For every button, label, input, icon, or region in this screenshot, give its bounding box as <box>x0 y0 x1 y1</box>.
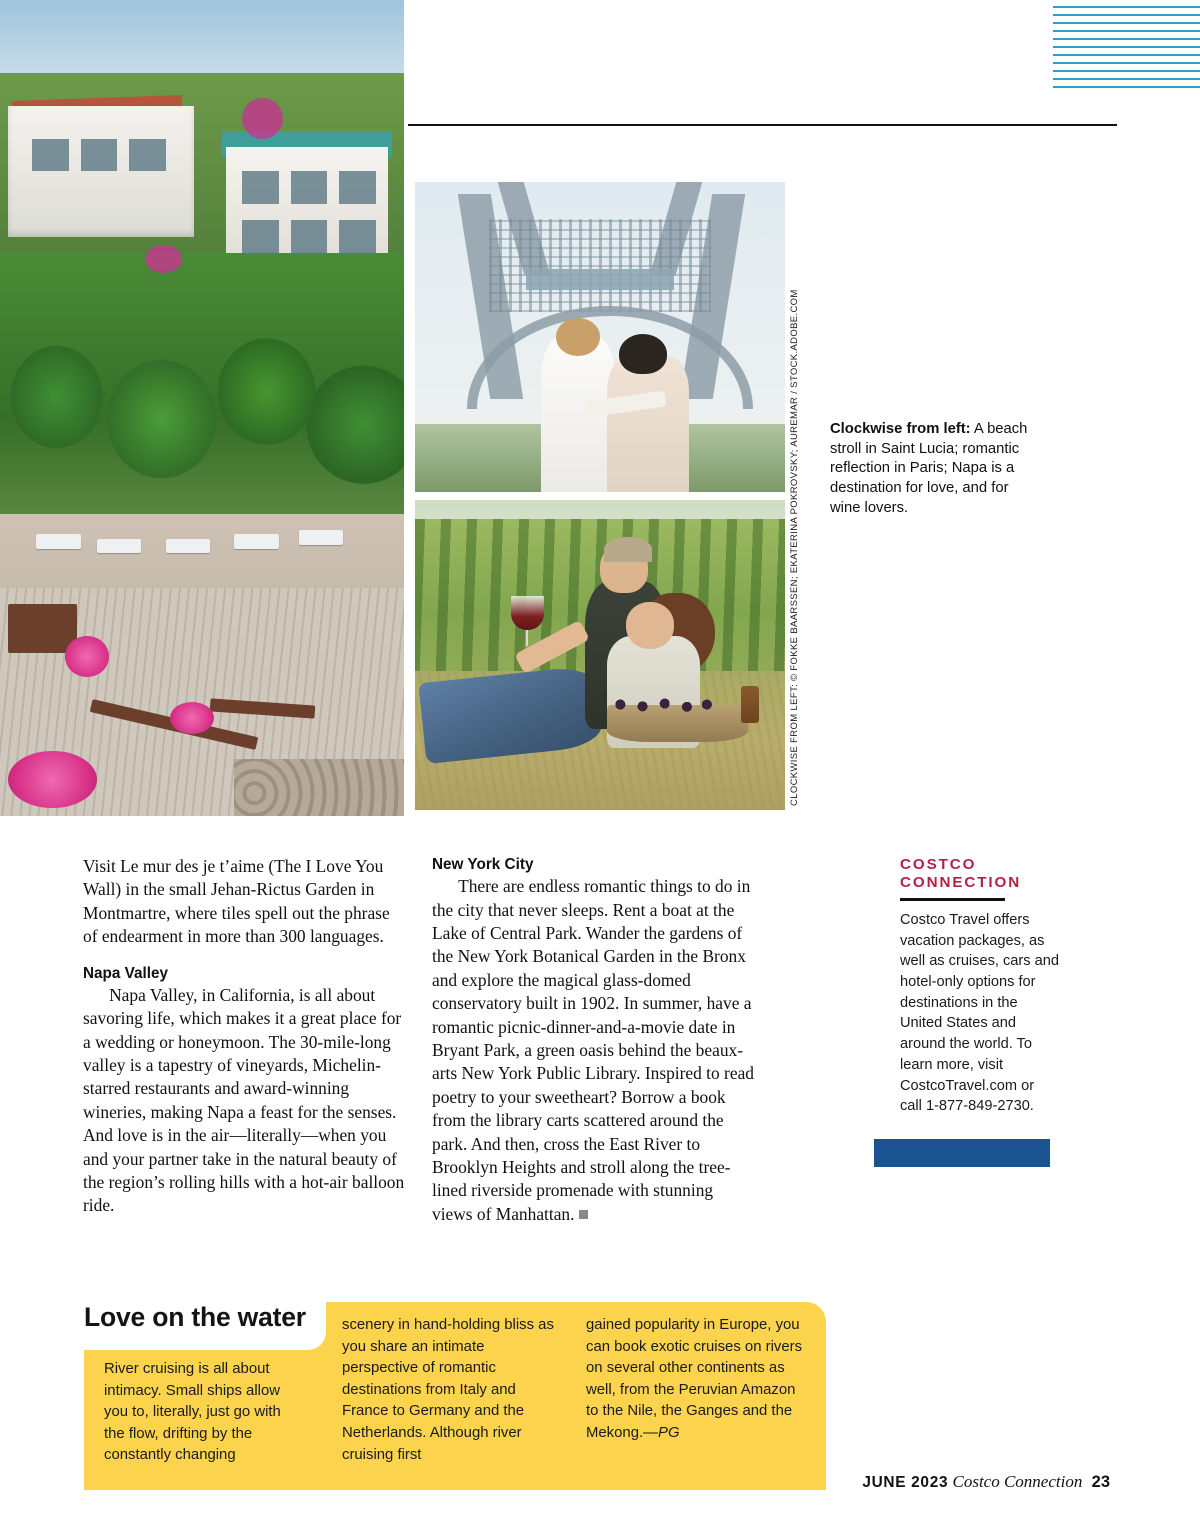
person-left-head <box>556 318 600 355</box>
person-right <box>607 356 688 492</box>
tower-lattice <box>489 219 711 312</box>
person-right-head <box>619 334 667 374</box>
body-column-2 <box>432 855 757 1226</box>
tower-observation-deck <box>526 269 674 291</box>
photo-credit: CLOCKWISE FROM LEFT: © FOKKE BAARSSEN; EKATERINA POKROVSKY; AUREMAR / STOCK.ADOBE.COM <box>789 289 800 806</box>
woman-head <box>626 602 674 649</box>
window <box>291 220 327 253</box>
window <box>339 220 375 253</box>
love-on-the-water-columns <box>84 1302 826 1490</box>
costco-connection-sidebar <box>900 856 1060 1117</box>
resort-building-left <box>8 106 194 237</box>
column-3-text: gained popularity in Europe, you can book exotic cruises on rivers on several other continents as well, from the Peruvian Amazon to the Nile, the Ganges and the Mekong.— <box>586 1317 803 1442</box>
costco-connection-title-line-1: COSTCO <box>900 856 977 873</box>
love-on-the-water-column-1: River cruising is all about intimacy. Small ships allow you to, literally, just go with the flow, drifting by the constantly changing <box>104 1361 281 1464</box>
costco-connection-rule <box>900 898 1005 901</box>
photo-saint-lucia <box>0 0 404 816</box>
header-rule-divider <box>408 124 1117 126</box>
stripe-decoration-icon <box>1053 6 1200 94</box>
window <box>81 139 117 172</box>
caption-text: A beach stroll in Saint Lucia; romantic reflection in Paris; Napa is a destination for love, and for wine lovers. <box>830 421 1028 516</box>
man-hair <box>604 537 652 562</box>
photo-caption <box>830 420 1030 518</box>
beach-lounger <box>97 539 141 554</box>
column-3-byline: PG <box>658 1425 680 1442</box>
page-footer <box>700 1472 1110 1492</box>
window <box>339 171 375 204</box>
costco-connection-body: Costco Travel offers vacation packages, as well as cruises, cars and hotel-only options for destinations in the United States and around the world. To learn more, visit CostcoTravel.com or call 1-877-849-2730. <box>900 911 1059 1115</box>
window <box>32 139 68 172</box>
window <box>291 171 327 204</box>
paragraph-napa-valley: Napa Valley, in California, is all about savoring life, which makes it a great place for a wedding or honeymoon. The 30-mile-long valley is a tapestry of vineyards, Michelin-starred restaurants and award-winning wineries, making Napa a feast for the senses. And love is in the air—literally—when you and your partner take in the natural beauty of the region’s rolling hills with a hot-air balloon ride. <box>83 984 405 1216</box>
love-on-the-water-column-3 <box>586 1315 808 1445</box>
subhead-new-york-city: New York City <box>432 856 534 873</box>
beach-lounger <box>166 539 210 554</box>
costco-connection-blue-bar <box>874 1139 1050 1167</box>
footer-page-number: 23 <box>1091 1473 1110 1491</box>
grape-bunch <box>607 695 718 714</box>
beach-lounger <box>36 534 80 549</box>
footer-month: JUNE 2023 <box>862 1474 949 1491</box>
paragraph-new-york-city <box>432 875 757 1226</box>
end-of-article-mark <box>579 1210 588 1219</box>
costco-connection-title-line-2: CONNECTION <box>900 873 1022 891</box>
window <box>242 220 278 253</box>
paragraph-text: There are endless romantic things to do in the city that never sleeps. Rent a boat at the Lake of Central Park. Wander the gardens of the New York Botanical Garden in the Bronx and explore the magical glass-domed conservatory built in 1902. In summer, have a romantic picnic-dinner-and-a-movie date in Bryant Park, a green oasis behind the beaux-arts New York Public Library. Inspired to read poetry to your sweetheart? Borrow a book from the library carts scattered around the park. And then, cross the East River to Brooklyn Heights and stroll along the tree-lined riverside promenade with stunning views of Manhattan. <box>432 876 754 1224</box>
footer-magazine-name: Costco Connection <box>952 1472 1083 1491</box>
caption-lead: Clockwise from left: <box>830 421 971 437</box>
window <box>242 171 278 204</box>
beach-lounger <box>234 534 278 549</box>
bougainvillea-cluster <box>242 98 282 139</box>
shoreline-rocks <box>234 759 404 816</box>
tropical-foliage-layer <box>0 253 404 530</box>
paragraph-paris-wall: Visit Le mur des je t’aime (The I Love You Wall) in the small Jehan-Rictus Garden in Montmartre, where tiles spell out the phrase of endearment in more than 300 languages. <box>83 856 390 947</box>
deck-railing <box>8 604 77 653</box>
love-on-the-water-title: Love on the water <box>84 1302 306 1332</box>
subhead-napa-valley: Napa Valley <box>83 964 169 982</box>
photo-paris-eiffel-tower <box>415 182 785 492</box>
beach-lounger <box>299 530 343 545</box>
body-column-1 <box>83 855 408 1218</box>
costco-connection-title <box>900 856 1060 892</box>
flower-cluster <box>8 751 97 808</box>
photo-napa-vineyard <box>415 500 785 810</box>
window <box>129 139 165 172</box>
bougainvillea-cluster <box>145 245 181 274</box>
wine-bottle <box>741 686 760 723</box>
flower-cluster <box>65 636 109 677</box>
love-on-the-water-column-2: scenery in hand-holding bliss as you share an intimate perspective of romantic destinations from Italy and France to Germany and the Netherlands. Although river cruising first <box>342 1317 554 1463</box>
